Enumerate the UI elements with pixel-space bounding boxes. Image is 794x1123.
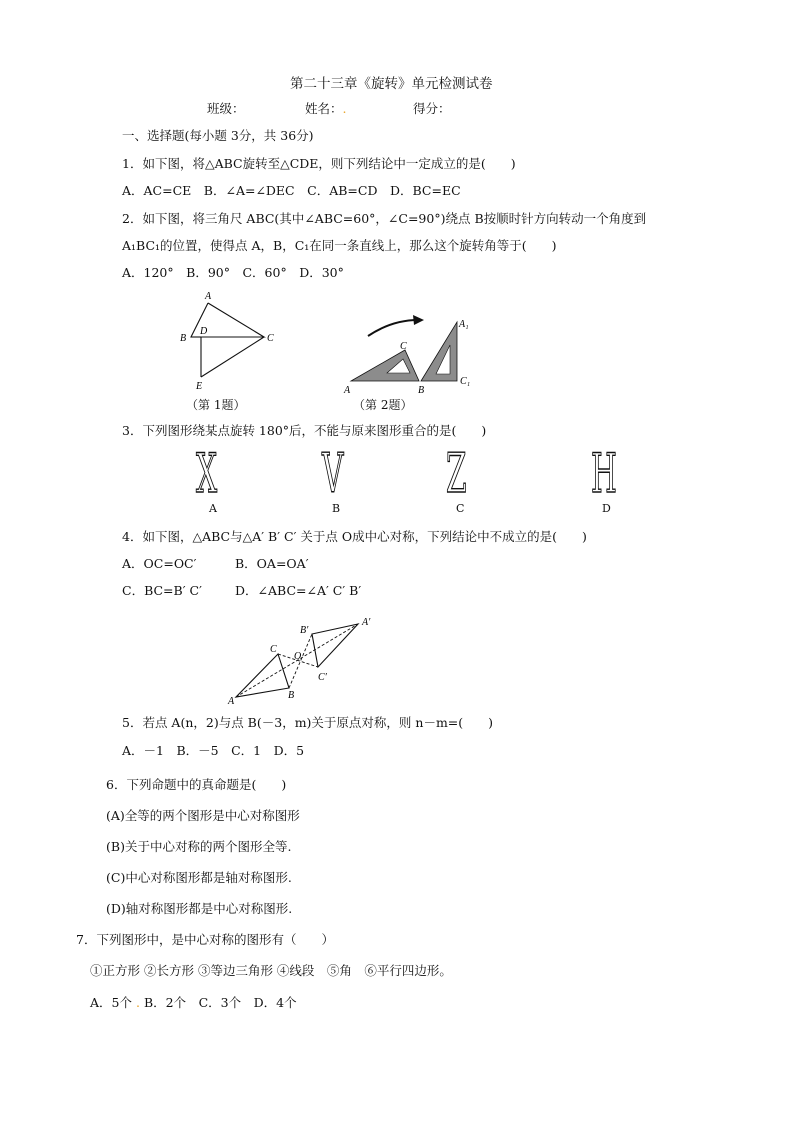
fig1-label-a: A: [205, 291, 212, 302]
q7-option-a: A．5个: [90, 995, 132, 1010]
fig4-label-ap: A′: [362, 617, 371, 628]
q3-stem: 3．下列图形绕某点旋转 180°后，不能与原来图形重合的是( ): [122, 423, 487, 438]
q3-glyph-x: X: [196, 442, 218, 505]
fig4-label-c: C: [270, 644, 277, 655]
q4-option-b: B．OA=OA′: [235, 556, 309, 571]
name-label-text: 姓名：: [305, 101, 343, 116]
dot-mark: .: [135, 995, 140, 1010]
q4-option-a: A．OC=OC′: [122, 556, 197, 571]
fig4-label-b: B: [288, 690, 295, 701]
q6-option-a: (A)全等的两个图形是中心对称图形: [106, 808, 300, 823]
q3-label-b: B: [332, 502, 341, 515]
fig2-label-a: A: [344, 385, 351, 396]
q7-options: [90, 995, 297, 1011]
q3-label-c: C: [456, 502, 465, 515]
q4-option-d: D．∠ABC=∠A′ C′ B′: [235, 583, 362, 598]
fig1-caption: （第 1题）: [186, 398, 246, 412]
q3-label-a: A: [209, 502, 217, 515]
q4-stem: 4．如下图，△ABC与△A′ B′ C′ 关于点 O成中心对称，下列结论中不成立的是( ): [122, 529, 587, 544]
q7-items: ①正方形 ②长方形 ③等边三角形 ④线段 ⑤角 ⑥平行四边形。: [90, 963, 452, 978]
q3-glyph-z: Z: [446, 442, 467, 505]
q7-option-rest: B．2个 C．3个 D．4个: [143, 995, 297, 1010]
fig2-label-a1: A₁: [459, 319, 469, 330]
fig2-caption: （第 2题）: [353, 398, 413, 412]
q2-stem-line1: 2．如下图，将三角尺 ABC(其中∠ABC=60°，∠C=90°)绕点 B按顺时针方向转动一个角度到: [122, 211, 647, 226]
q1-options: A．AC=CE B．∠A=∠DEC C．AB=CD D．BC=EC: [122, 183, 461, 198]
q3-label-d: D: [602, 502, 611, 515]
fig2-label-b: B: [418, 385, 425, 396]
fig4-triangle-apbpcp: [312, 624, 358, 667]
dot-mark: .: [342, 101, 347, 116]
fig1-label-d: D: [200, 326, 208, 337]
q6-option-b: (B)关于中心对称的两个图形全等.: [106, 839, 292, 854]
q6-stem: 6．下列命题中的真命题是( ): [106, 777, 287, 792]
fig1-label-c: C: [267, 333, 274, 344]
fig2-label-c: C: [400, 341, 407, 352]
q7-stem: 7．下列图形中，是中心对称的图形有（ ）: [76, 932, 334, 947]
q6-option-c: (C)中心对称图形都是轴对称图形.: [106, 870, 292, 885]
q5-stem: 5．若点 A(n，2)与点 B(－3，m)关于原点对称，则 n－m=( ): [122, 715, 494, 730]
fig4-label-a: A: [228, 696, 235, 707]
q2-stem-line2: A₁BC₁的位置，使得点 A，B，C₁在同一条直线上，那么这个旋转角等于( ): [122, 238, 557, 253]
q1-stem: 1．如下图，将△ABC旋转至△CDE，则下列结论中一定成立的是( ): [122, 156, 516, 171]
class-label: 班级：: [207, 101, 245, 116]
q3-glyph-h: H: [591, 442, 617, 505]
fig4-label-bp: B′: [300, 625, 309, 636]
fig1-label-b: B: [180, 333, 187, 344]
q2-options: A．120° B．90° C．60° D．30°: [122, 265, 344, 280]
fig1-label-e: E: [196, 381, 203, 392]
q4-option-c: C．BC=B′ C′: [122, 583, 202, 598]
fig2-label-c1: C₁: [460, 376, 471, 387]
fig4-label-cp: C′: [318, 672, 327, 683]
q6-option-d: (D)轴对称图形都是中心对称图形.: [106, 901, 293, 916]
fig4-triangle-abc: [236, 654, 289, 697]
score-label: 得分：: [413, 101, 451, 116]
fig4-label-o: O: [294, 651, 302, 662]
q3-glyph-v: V: [322, 442, 344, 505]
q5-options: A．－1 B．－5 C．1 D．5: [122, 743, 305, 758]
page-title: 第二十三章《旋转》单元检测试卷: [290, 76, 493, 92]
section-heading: 一、选择题(每小题 3分，共 36分): [122, 128, 314, 143]
